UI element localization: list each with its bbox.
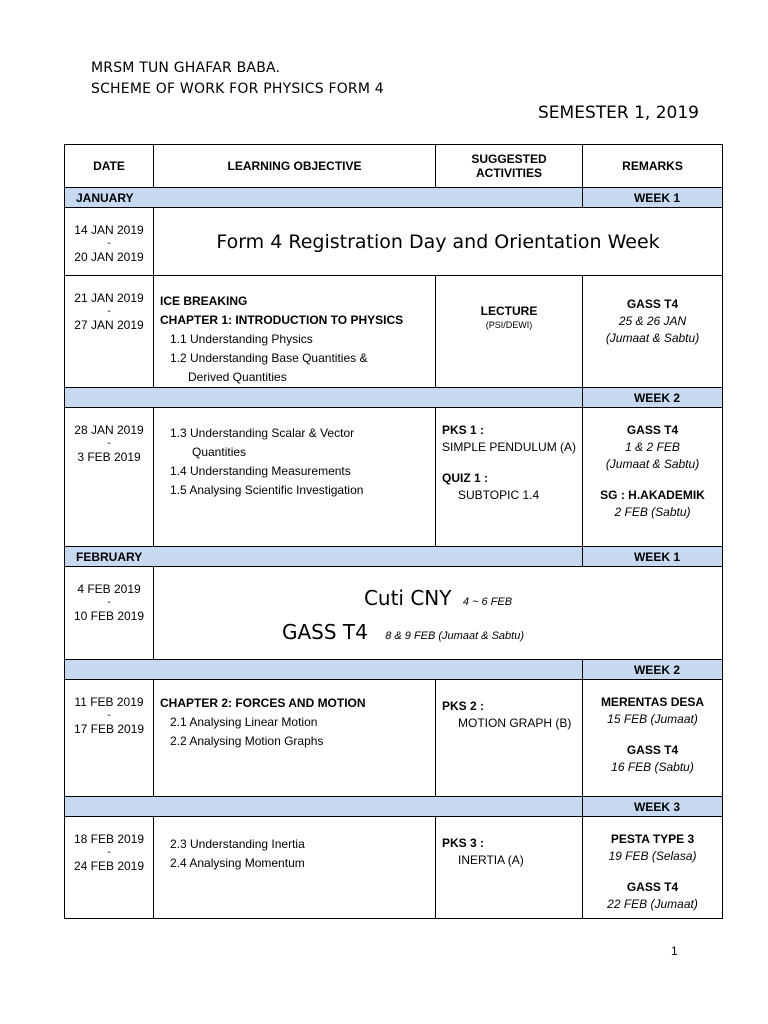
date-to: 27 JAN 2019 <box>74 318 144 332</box>
objective-line: 2.3 Understanding Inertia <box>170 837 305 851</box>
holiday-line <box>154 583 722 617</box>
objective-cell <box>154 276 436 388</box>
remark-line: 22 FEB (Jumaat) <box>607 897 698 911</box>
month-label <box>65 797 583 817</box>
col-header-learning-objective: LEARNING OBJECTIVE <box>154 145 436 188</box>
date-to: 20 JAN 2019 <box>74 250 144 264</box>
objective-line: CHAPTER 1: INTRODUCTION TO PHYSICS <box>160 313 404 327</box>
scheme-title: SCHEME OF WORK FOR PHYSICS FORM 4 <box>91 81 384 97</box>
header-row <box>65 145 723 188</box>
date-cell <box>65 208 154 276</box>
week-label: WEEK 1 <box>583 188 723 208</box>
table-row <box>65 276 723 388</box>
date-cell <box>65 680 154 797</box>
col-header-remarks: REMARKS <box>583 145 723 188</box>
activity-line: MOTION GRAPH (B) <box>458 716 572 730</box>
month-label: FEBRUARY <box>65 547 583 567</box>
objective-line: 1.3 Understanding Scalar & Vector <box>170 426 355 440</box>
col-header-suggested-activities: SUGGESTED ACTIVITIES <box>436 145 583 188</box>
activity-cell <box>436 817 583 919</box>
month-label <box>65 660 583 680</box>
remarks-cell <box>583 408 723 547</box>
activity-cell <box>436 276 583 388</box>
page-number: 1 <box>671 944 678 958</box>
gass-title: GASS T4 <box>281 620 368 644</box>
spacer <box>442 456 582 470</box>
remarks-cell <box>583 817 723 919</box>
objective-line: 1.5 Analysing Scientific Investigation <box>170 483 364 497</box>
month-label <box>65 388 583 408</box>
remarks-cell <box>583 680 723 797</box>
gass-dates: 8 & 9 FEB (Jumaat & Sabtu) <box>385 630 524 642</box>
remark-line: MERENTAS DESA <box>600 695 705 709</box>
date-to: 10 FEB 2019 <box>73 609 145 623</box>
remark-line: GASS T4 <box>626 880 679 894</box>
band-week3 <box>65 797 723 817</box>
date-from: 18 FEB 2019 <box>73 832 145 846</box>
date-from: 14 JAN 2019 <box>74 223 144 237</box>
remark-line: SG : H.AKADEMIK <box>600 488 705 502</box>
objective-cell <box>154 408 436 547</box>
banner-cell <box>154 208 723 276</box>
band-week2 <box>65 660 723 680</box>
col-header-date: DATE <box>65 145 154 188</box>
band-january-week1 <box>65 188 723 208</box>
activity-line: PKS 3 : <box>442 836 485 850</box>
objective-line: 1.1 Understanding Physics <box>170 332 313 346</box>
spacer <box>583 473 722 487</box>
date-from: 28 JAN 2019 <box>74 423 144 437</box>
date-dash: - <box>107 438 111 449</box>
scheme-of-work-table <box>64 144 723 919</box>
date-dash: - <box>107 597 111 608</box>
remark-line: GASS T4 <box>626 423 679 437</box>
week-label: WEEK 1 <box>583 547 723 567</box>
date-from: 11 FEB 2019 <box>74 695 144 709</box>
school-name: MRSM TUN GHAFAR BABA. <box>91 60 281 76</box>
week-label: WEEK 2 <box>583 388 723 408</box>
date-dash: - <box>107 306 111 317</box>
activity-line: PKS 2 : <box>442 699 485 713</box>
activity-line: QUIZ 1 : <box>442 471 489 485</box>
holiday-cell <box>154 567 723 660</box>
activity-title: LECTURE <box>480 304 538 318</box>
remarks-cell <box>583 276 723 388</box>
objective-line: 2.1 Analysing Linear Motion <box>170 715 318 729</box>
date-to: 17 FEB 2019 <box>73 722 145 736</box>
registration-banner: Form 4 Registration Day and Orientation Week <box>216 230 660 253</box>
activity-sub: (PSI/DEWI) <box>485 320 533 330</box>
date-cell <box>65 817 154 919</box>
table-row <box>65 208 723 276</box>
semester-label: SEMESTER 1, 2019 <box>538 103 699 123</box>
objective-line: CHAPTER 2: FORCES AND MOTION <box>160 696 366 710</box>
objective-line: ICE BREAKING <box>160 294 248 308</box>
remark-line: 2 FEB (Sabtu) <box>614 505 691 519</box>
table-row <box>65 817 723 919</box>
band-week2 <box>65 388 723 408</box>
date-from: 21 JAN 2019 <box>74 291 144 305</box>
objective-cell <box>154 680 436 797</box>
week-label: WEEK 3 <box>583 797 723 817</box>
remark-line: PESTA TYPE 3 <box>610 832 695 846</box>
remark-line: GASS T4 <box>626 743 679 757</box>
activity-line: PKS 1 : <box>442 423 485 437</box>
date-to: 3 FEB 2019 <box>77 450 141 464</box>
date-dash: - <box>107 238 111 249</box>
holiday-title: Cuti CNY <box>363 586 452 610</box>
table-row <box>65 408 723 547</box>
remark-line: 16 FEB (Sabtu) <box>611 760 694 774</box>
remark-line: (Jumaat & Sabtu) <box>605 331 700 345</box>
date-to: 24 FEB 2019 <box>73 859 145 873</box>
band-february-week1 <box>65 547 723 567</box>
objective-line: 2.2 Analysing Motion Graphs <box>170 734 324 748</box>
objective-line: 2.4 Analysing Momentum <box>170 856 305 870</box>
activity-line: SUBTOPIC 1.4 <box>458 488 540 502</box>
remark-line: 25 & 26 JAN <box>618 314 687 328</box>
date-from: 4 FEB 2019 <box>77 582 141 596</box>
date-cell <box>65 408 154 547</box>
objective-cell <box>154 817 436 919</box>
activity-line: INERTIA (A) <box>458 853 524 867</box>
objective-line: 1.2 Understanding Base Quantities & <box>170 351 368 365</box>
remark-line: 15 FEB (Jumaat) <box>607 712 698 726</box>
date-cell <box>65 276 154 388</box>
spacer <box>583 728 722 742</box>
date-dash: - <box>107 710 111 721</box>
activity-cell <box>436 408 583 547</box>
activity-line: SIMPLE PENDULUM (A) <box>442 440 577 454</box>
remark-line: 1 & 2 FEB <box>625 440 680 454</box>
remark-line: GASS T4 <box>626 297 679 311</box>
activity-cell <box>436 680 583 797</box>
objective-line: Quantities <box>192 445 247 459</box>
table-row <box>65 567 723 660</box>
objective-line: Derived Quantities <box>188 370 287 384</box>
objective-line: 1.4 Understanding Measurements <box>170 464 351 478</box>
date-dash: - <box>107 847 111 858</box>
remark-line: 19 FEB (Selasa) <box>608 849 697 863</box>
spacer <box>583 865 722 879</box>
gass-line <box>84 617 722 651</box>
remark-line: (Jumaat & Sabtu) <box>605 457 700 471</box>
month-label: JANUARY <box>65 188 583 208</box>
week-label: WEEK 2 <box>583 660 723 680</box>
table-row <box>65 680 723 797</box>
holiday-dates: 4 ~ 6 FEB <box>462 596 513 608</box>
